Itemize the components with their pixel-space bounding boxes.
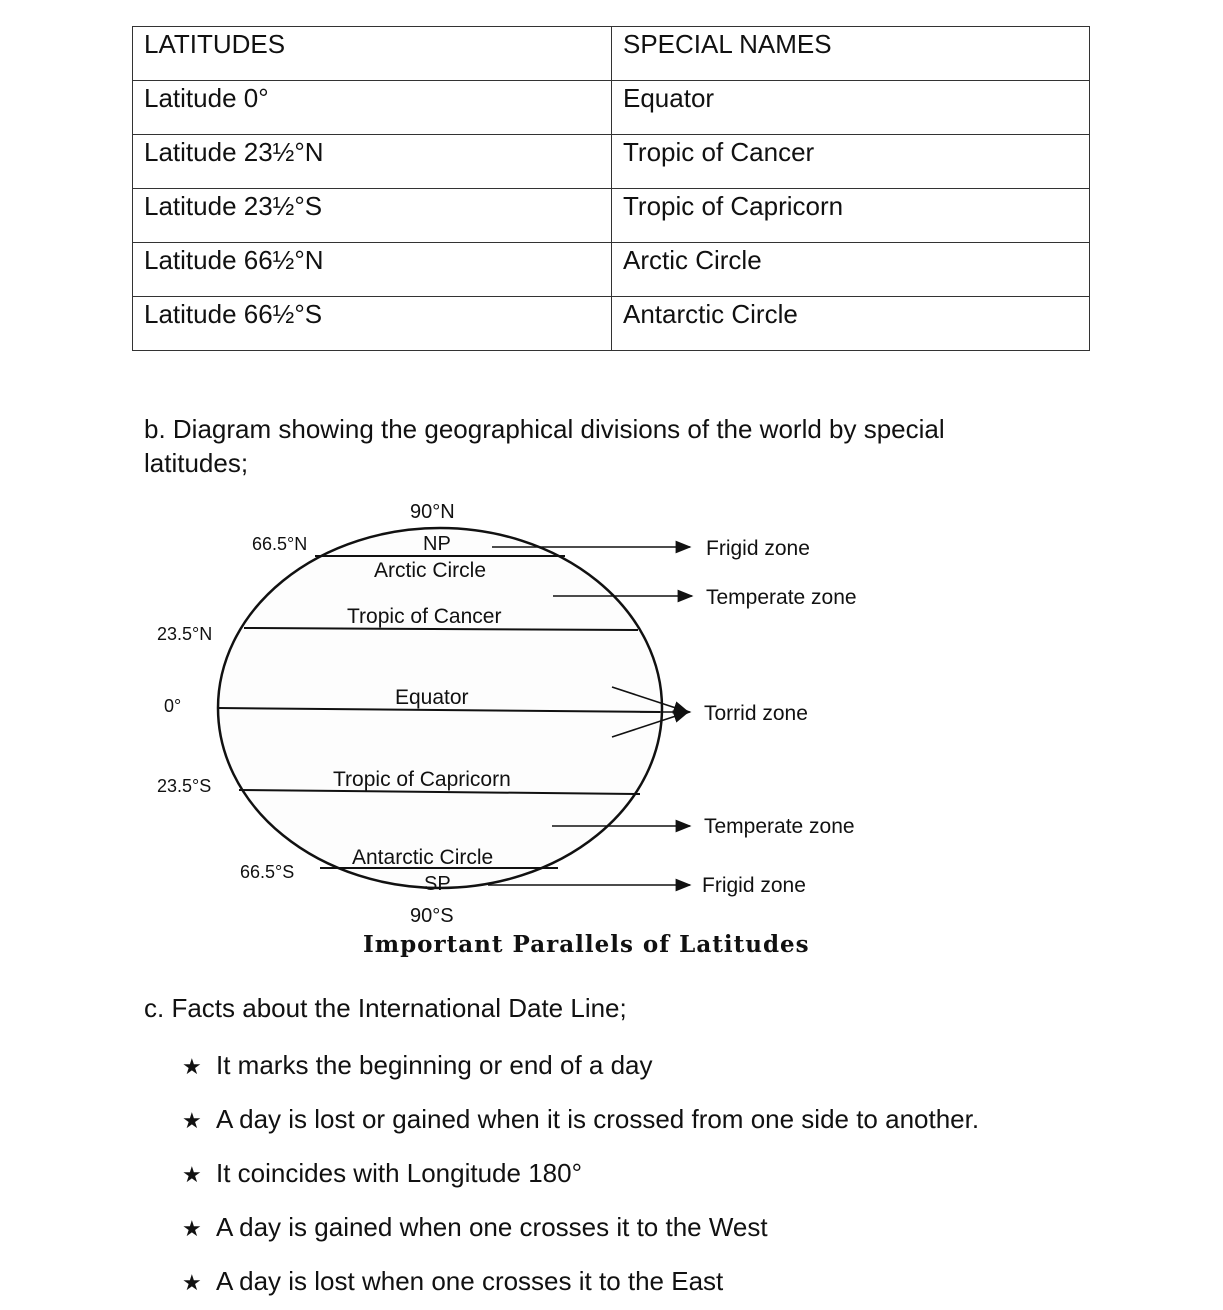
table-cell-latitude: Latitude 23½°N <box>133 135 612 189</box>
diagram-title: Important Parallels of Latitudes <box>363 931 810 958</box>
list-item <box>182 1092 979 1146</box>
label-equator: Equator <box>395 686 469 709</box>
section-b-caption: b. Diagram showing the geographical divisions of the world by special latitudes; <box>144 414 945 478</box>
zone-frigid-south: Frigid zone <box>702 874 806 897</box>
table-row <box>133 243 1090 297</box>
list-item <box>182 1038 979 1092</box>
star-icon: ★ <box>182 1216 202 1241</box>
label-235s: 23.5°S <box>157 776 212 796</box>
star-icon: ★ <box>182 1270 202 1295</box>
star-icon: ★ <box>182 1054 202 1079</box>
zone-torrid: Torrid zone <box>704 702 808 725</box>
label-np: NP <box>423 533 451 555</box>
fact-text: It marks the beginning or end of a day <box>216 1050 653 1080</box>
star-icon: ★ <box>182 1162 202 1187</box>
label-90n: 90°N <box>410 501 455 523</box>
label-arctic-circle: Arctic Circle <box>374 559 487 582</box>
label-tropic-of-cancer: Tropic of Cancer <box>347 605 502 628</box>
section-c-caption: c. Facts about the International Date Line; <box>144 993 627 1023</box>
list-item <box>182 1146 979 1200</box>
fact-text: It coincides with Longitude 180° <box>216 1158 582 1188</box>
label-665s: 66.5°S <box>240 862 295 882</box>
label-235n: 23.5°N <box>157 624 213 644</box>
table-cell-latitude: Latitude 0° <box>133 81 612 135</box>
label-sp: SP <box>424 873 451 895</box>
zone-temperate-north: Temperate zone <box>706 586 857 609</box>
table-cell-name: Arctic Circle <box>612 243 1090 297</box>
table-header-latitudes: LATITUDES <box>133 27 612 81</box>
label-tropic-of-capricorn: Tropic of Capricorn <box>333 768 511 791</box>
table-cell-latitude: Latitude 23½°S <box>133 189 612 243</box>
table-row <box>133 135 1090 189</box>
fact-text: A day is gained when one crosses it to the West <box>216 1212 768 1242</box>
table-header-special-names: SPECIAL NAMES <box>612 27 1090 81</box>
zone-temperate-south: Temperate zone <box>704 815 855 838</box>
star-icon: ★ <box>182 1108 202 1133</box>
list-item <box>182 1254 979 1308</box>
latitudes-table <box>132 26 1090 351</box>
table-cell-latitude: Latitude 66½°N <box>133 243 612 297</box>
table-row <box>133 81 1090 135</box>
table-cell-name: Tropic of Capricorn <box>612 189 1090 243</box>
table-cell-name: Antarctic Circle <box>612 297 1090 351</box>
label-90s: 90°S <box>410 905 454 927</box>
label-0: 0° <box>164 696 182 716</box>
table-cell-name: Equator <box>612 81 1090 135</box>
fact-text: A day is lost or gained when it is crossed from one side to another. <box>216 1104 980 1134</box>
table-cell-latitude: Latitude 66½°S <box>133 297 612 351</box>
list-item <box>182 1200 979 1254</box>
zone-frigid-north: Frigid zone <box>706 537 810 560</box>
date-line-facts-list <box>182 1038 979 1308</box>
table-header-row <box>133 27 1090 81</box>
label-665n: 66.5°N <box>252 534 308 554</box>
latitudes-diagram <box>140 490 900 960</box>
table-row <box>133 189 1090 243</box>
fact-text: A day is lost when one crosses it to the East <box>216 1266 724 1296</box>
label-antarctic-circle: Antarctic Circle <box>352 846 494 869</box>
table-row <box>133 297 1090 351</box>
table-cell-name: Tropic of Cancer <box>612 135 1090 189</box>
